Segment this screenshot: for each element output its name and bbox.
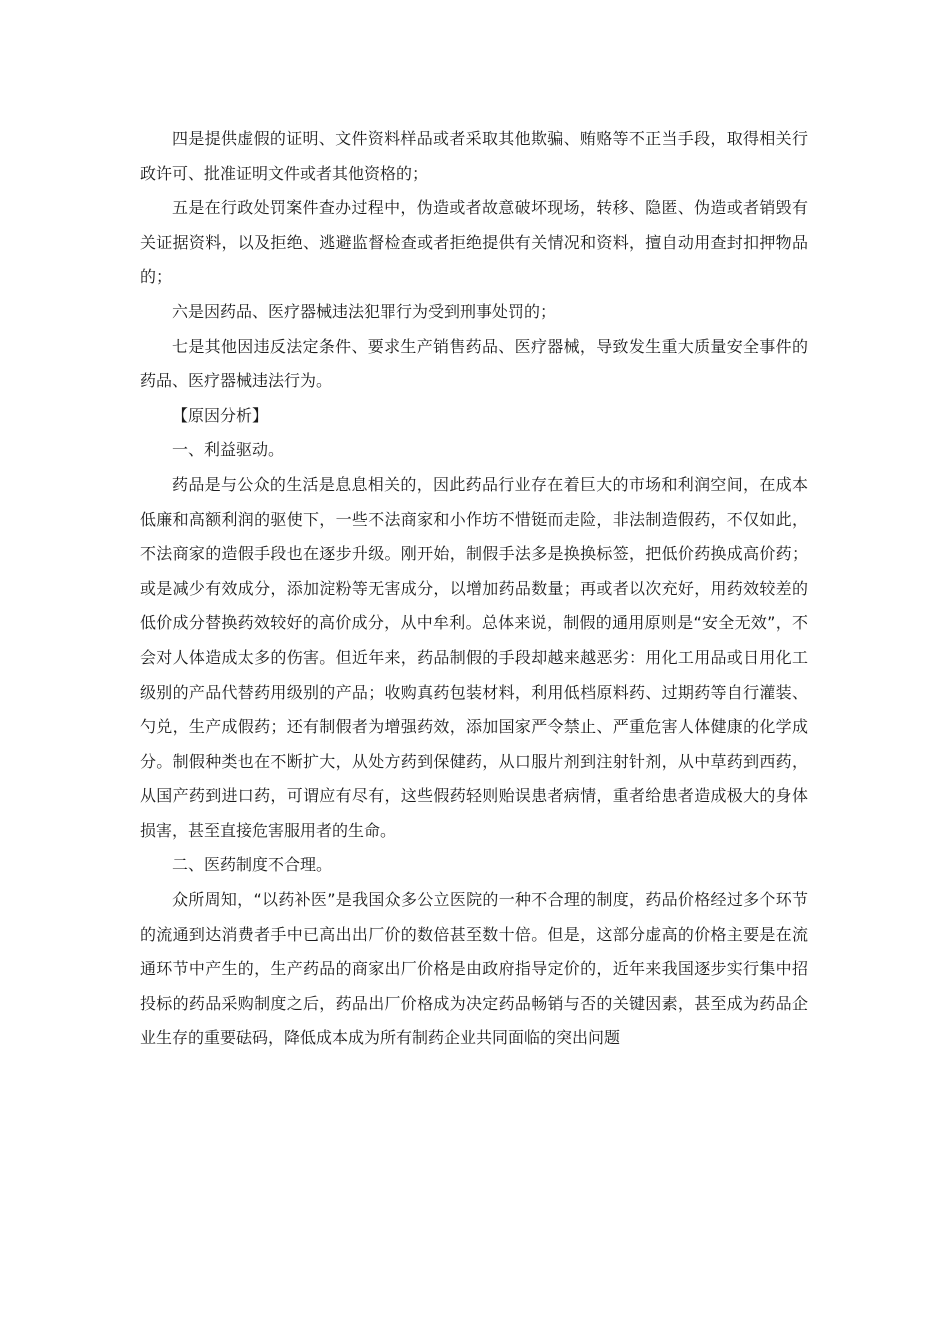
paragraph-item-six: 六是因药品、医疗器械违法犯罪行为受到刑事处罚的； xyxy=(172,301,557,321)
paragraph-profit-driven: 药品是与公众的生活是息息相关的，因此药品行业存在着巨大的市场和利润空间，在成本低廉和高额利润的驱使下，一些不法商家和小作坊不惜铤而走险，非法制造假药，不仅如此，不法商家的造假手段也在逐步升级。刚开始，制假手法多是换换标签，把低价药换成高价药；或是减少有效成分，添加淀粉等无害成分，以增加药品数量；再或者以次充好，用药效较差的低价成分替换药效较好的高价成分，从中牟利。总体来说，制假的通用原则是“安全无效”，不会对人体造成太多的伤害。但近年来，药品制假的手段却越来越恶劣：用化工用品或日用化工级别的产品代替药用级别的产品；收购真药包装材料，利用低档原料药、过期药等自行灌装、勺兑，生产成假药；还有制假者为增强药效，添加国家严令禁止、严重危害人体健康的化学成分。制假种类也在不断扩大，从处方药到保健药，从口服片剂到注射针剂，从中草药到西药，从国产药到进口药，可谓应有尽有，这些假药轻则贻误患者病情，重者给患者造成极大的身体损害，甚至直接危害服用者的生命。 xyxy=(140,474,808,840)
paragraph-item-four: 四是提供虚假的证明、文件资料样品或者采取其他欺骗、贿赂等不正当手段，取得相关行政许可、批准证明文件或者其他资格的； xyxy=(140,129,808,183)
paragraph-item-five: 五是在行政处罚案件查办过程中，伪造或者故意破坏现场，转移、隐匿、伪造或者销毁有关证据资料，以及拒绝、逃避监督检查或者拒绝提供有关情况和资料，擅自动用查封扣押物品的； xyxy=(140,198,808,287)
document-body xyxy=(140,122,808,1056)
subheading-medical-system: 二、医药制度不合理。 xyxy=(172,855,333,875)
section-heading-cause-analysis: 【原因分析】 xyxy=(172,405,269,425)
subheading-profit-driven: 一、利益驱动。 xyxy=(172,440,285,460)
paragraph-medical-system: 众所周知，“以药补医”是我国众多公立医院的一种不合理的制度，药品价格经过多个环节的流通到达消费者手中已高出出厂价的数倍甚至数十倍。但是，这部分虚高的价格主要是在流通环节中产生的，生产药品的商家出厂价格是由政府指导定价的，近年来我国逐步实行集中招投标的药品采购制度之后，药品出厂价格成为决定药品畅销与否的关键因素，甚至成为药品企业生存的重要砝码，降低成本成为所有制药企业共同面临的突出问题 xyxy=(140,890,808,1048)
paragraph-item-seven: 七是其他因违反法定条件、要求生产销售药品、医疗器械，导致发生重大质量安全事件的药品、医疗器械违法行为。 xyxy=(140,336,808,391)
